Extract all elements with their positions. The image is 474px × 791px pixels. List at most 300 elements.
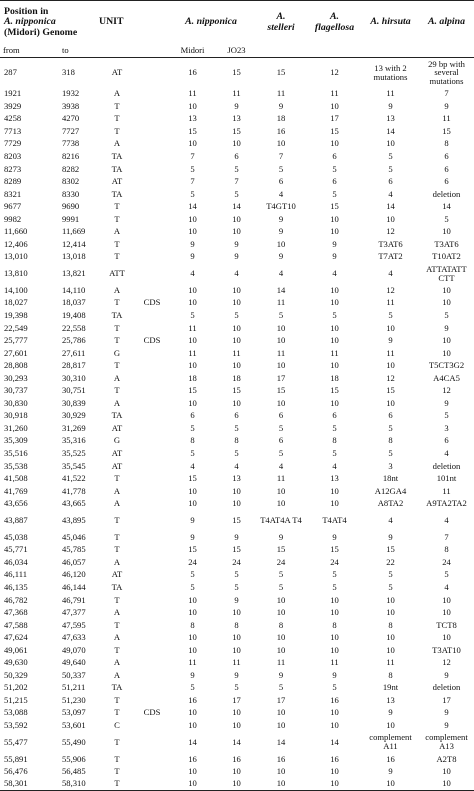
stelleri-cell: 5 [278,163,284,174]
hirsuta-cell: 11 [386,657,395,668]
alpina-cell: 6 [444,151,449,161]
table-row [0,372,474,385]
unit-cell: T [114,201,120,212]
jo23-cell: 9 [234,594,239,605]
table-row [0,765,474,778]
midori-cell: 10 [188,213,197,224]
table-row [0,359,474,372]
unit-cell: T [114,125,120,136]
alpina-cell: 10 [442,766,451,777]
unit-cell: AT [111,569,123,580]
flagellosa-cell: 15 [330,125,339,136]
hirsuta-cell: 5 [388,163,393,174]
from-cell: 31,260 [4,422,28,433]
alpina-cell: 10 [442,335,451,346]
unit-cell: AT [111,460,123,471]
jo23-cell: 15 [232,67,241,78]
stelleri-cell: 14 [276,736,286,747]
alpina-cell: 12 [442,657,451,668]
unit-cell: TA [111,163,123,174]
hirsuta-cell: 11 [386,347,395,358]
jo23-cell: 10 [232,297,241,308]
midori-cell: 4 [190,460,195,471]
alpina-cell: deletion [432,460,461,471]
to-cell: 41,778 [62,485,86,496]
jo23-cell: 10 [232,138,241,149]
alpina-cell: 9 [444,100,449,111]
to-cell: 8302 [62,176,80,187]
from-cell: 30,918 [4,410,28,421]
from-cell: 22,549 [4,322,28,333]
cds-cell [137,251,167,264]
flagellosa-cell: 17 [330,113,339,124]
stelleri-cell: 14 [276,284,286,295]
cds-cell [137,694,167,707]
from-cell: 46,111 [4,569,27,580]
table-row [0,125,474,138]
from-cell: 9677 [4,201,22,212]
position-header-line3: (Midori) Genome [4,26,78,38]
flagellosa-header-line1: A. [330,11,339,22]
jo23-cell: 7 [234,176,239,187]
hirsuta-cell: 22 [386,556,395,567]
table-row [0,226,474,239]
cds-cell [137,765,167,778]
to-cell: 22,558 [62,322,86,333]
midori-cell: 14 [188,201,197,212]
unit-cell: A [113,657,121,668]
alpina-cell: T3AT6 [434,238,459,249]
jo23-cell: 16 [232,753,241,764]
unit-header: UNIT [99,16,124,28]
table-row [0,100,474,113]
from-cell: 12,406 [4,238,28,249]
flagellosa-cell: 5 [332,448,337,459]
from-cell: 51,202 [4,682,28,693]
stelleri-cell: 10 [276,594,286,605]
midori-cell: 24 [188,556,197,567]
hirsuta-cell: 9 [388,100,393,111]
flagellosa-header-line2: flagellosa [314,21,355,33]
table-row [0,238,474,251]
stelleri-cell: 5 [278,581,284,592]
from-cell: 19,398 [4,310,28,321]
stelleri-cell: 6 [278,435,284,446]
unit-cell: TA [111,581,123,592]
alpina-cell: 6 [444,176,449,187]
hirsuta-cell: 11 [386,297,395,308]
stelleri-header-line2: stelleri [267,21,295,33]
jo23-cell: 8 [234,619,239,630]
alpina-cell: 10 [442,632,451,643]
unit-cell: T [114,619,120,630]
from-cell: 51,215 [4,694,28,705]
to-cell: 28,817 [62,360,86,371]
unit-cell: A [113,556,121,567]
cds-cell: CDS [143,297,161,308]
stelleri-cell: 5 [278,310,284,321]
jo23-cell: 10 [232,707,241,718]
jo23-cell: 15 [232,125,241,136]
to-cell: 46,057 [62,556,86,567]
from-cell: 56,476 [4,766,28,777]
hirsuta-cell: 9 [388,531,393,542]
alpina-cell: 4 [444,515,449,526]
flagellosa-cell: 11 [330,347,339,358]
stelleri-cell: 10 [276,138,286,149]
cds-cell [137,556,167,569]
stelleri-cell: 5 [278,569,284,580]
stelleri-cell: 17 [276,694,286,705]
unit-cell: T [114,322,120,333]
hirsuta-cell: 14 [386,125,395,136]
unit-cell: G [113,435,121,446]
position-header-line1: Position in [4,5,49,17]
jo23-cell: 9 [234,251,239,262]
stelleri-cell: 16 [276,125,286,136]
from-cell: 11,660 [4,226,28,237]
jo23-cell: 10 [232,644,241,655]
stelleri-cell: 11 [276,347,286,358]
flagellosa-cell: 10 [330,100,339,111]
hirsuta-header [362,1,419,44]
cds-cell [137,485,167,498]
cds-cell [137,385,167,398]
jo23-cell: 11 [232,657,241,668]
table-row [0,707,474,720]
table-row [0,88,474,101]
to-cell: 19,408 [62,310,86,321]
alpina-cell: 9 [444,322,449,333]
midori-cell: 9 [190,238,195,249]
flagellosa-cell: 11 [330,88,339,99]
stelleri-cell: 10 [276,238,286,249]
cds-cell [137,619,167,632]
from-cell: 18,027 [4,297,28,308]
stelleri-cell: 4 [278,268,284,279]
hirsuta-cell: 12 [386,372,395,383]
alpina-cell: 4 [444,581,449,592]
stelleri-cell: 11 [276,657,286,668]
stelleri-cell: 15 [276,385,286,396]
jo23-cell: 10 [232,397,241,408]
from-cell: 35,309 [4,435,28,446]
jo23-cell: 5 [234,188,239,199]
header-row [0,1,474,44]
cds-cell [137,669,167,682]
hirsuta-cell: 10 [386,594,395,605]
midori-cell: 8 [190,619,195,630]
stelleri-cell: 11 [276,297,286,308]
alpina-cell: deletion [432,188,461,199]
alpina-cell: 10 [442,284,451,295]
hirsuta-cell: A12GA4 [374,485,407,496]
jo23-cell: 5 [234,310,239,321]
stelleri-cell: 15 [276,544,286,555]
midori-cell: 11 [188,88,197,99]
midori-cell: 8 [190,435,195,446]
to-cell: 35,316 [62,435,86,446]
to-cell: 46,791 [62,594,86,605]
jo23-cell: 14 [232,736,241,747]
hirsuta-cell: 15 [386,544,395,555]
hirsuta-cell: 15 [386,385,395,396]
from-cell: 55,891 [4,753,28,764]
stelleri-cell: 9 [278,226,284,237]
cds-cell [137,125,167,138]
flagellosa-header [307,1,362,44]
flagellosa-cell: 10 [330,707,339,718]
midori-cell: 5 [190,448,195,459]
from-cell: 53,592 [4,719,28,730]
stelleri-cell: 10 [276,632,286,643]
flagellosa-cell: 5 [332,163,337,174]
midori-cell: 16 [188,67,197,78]
table-row [0,163,474,176]
hirsuta-cell: 13 [386,694,395,705]
jo23-cell: 10 [232,485,241,496]
stelleri-cell: T4AT4A T4 [260,515,302,526]
flagellosa-cell: 9 [332,238,337,249]
flagellosa-cell: 8 [332,619,337,630]
flagellosa-cell: 16 [330,753,339,764]
midori-cell: 9 [190,515,195,525]
jo23-cell: 5 [234,448,239,459]
from-cell: 41,769 [4,485,28,496]
midori-cell: 10 [188,778,197,789]
flagellosa-cell: 9 [332,669,337,680]
flagellosa-cell: 10 [330,138,339,149]
to-cell: 30,839 [62,397,86,408]
cds-cell [137,58,167,88]
hirsuta-cell: 10 [386,778,395,789]
from-cell: 46,135 [4,581,28,592]
to-cell: 46,144 [62,581,86,592]
from-cell: 14,100 [4,284,28,295]
alpina-cell: 7 [444,88,449,99]
stelleri-cell: 9 [278,669,284,680]
from-cell: 55,477 [4,736,28,747]
hirsuta-cell: 5 [388,448,393,459]
midori-cell: 5 [190,569,195,580]
alpina-cell: 9 [444,707,449,718]
jo23-cell: 13 [232,113,241,124]
alpina-cell: A2T8 [436,753,457,764]
to-cell: 50,337 [62,669,86,680]
flagellosa-cell: 10 [330,498,339,509]
alpina-cell: 15 [442,125,451,136]
alpina-cell: 10 [442,594,451,605]
alpina-cell: 10 [442,226,451,237]
flagellosa-cell: 15 [330,385,339,396]
from-cell: 28,808 [4,360,28,371]
table-row [0,460,474,473]
cds-cell: CDS [143,707,161,718]
hirsuta-cell: 6 [388,176,393,187]
cds-cell [137,544,167,557]
to-cell: 11,669 [62,226,86,237]
table-row [0,556,474,569]
hirsuta-cell: T7AT2 [378,251,403,262]
from-cell: 49,630 [4,657,28,668]
cds-cell [137,435,167,448]
cds-cell [137,175,167,188]
cds-cell [137,100,167,113]
unit-cell: T [114,473,120,484]
to-cell: 27,611 [62,347,86,358]
cds-cell [137,397,167,410]
stelleri-cell: 24 [276,556,286,567]
table-row [0,251,474,264]
hirsuta-cell: 10 [386,644,395,655]
hirsuta-cell: 9 [388,707,393,718]
jo23-cell: 17 [232,694,241,705]
alpina-cell: 24 [442,556,451,567]
midori-cell: 10 [188,607,197,618]
stelleri-cell: T4GT10 [266,201,296,212]
midori-cell: 10 [188,485,197,496]
stelleri-header-line1: A. [276,11,286,22]
to-cell: 45,046 [62,531,86,542]
flagellosa-cell: 10 [330,644,339,655]
stelleri-cell: 10 [276,644,286,655]
to-cell: 49,640 [62,657,86,668]
table-row [0,669,474,682]
midori-cell: 10 [188,335,197,346]
from-cell: 4258 [4,113,22,124]
stelleri-cell: 15 [276,67,286,78]
unit-cell: T [114,594,120,605]
cds-cell [137,497,167,510]
flagellosa-cell: 15 [330,544,339,555]
midori-cell: 10 [188,594,197,605]
unit-cell: A [113,498,121,509]
to-cell: 7727 [62,125,80,136]
hirsuta-cell: 5 [388,422,393,433]
from-cell: 50,329 [4,669,28,680]
table-row [0,138,474,151]
hirsuta-cell: 5 [388,310,393,321]
midori-cell: 7 [190,151,195,161]
jo23-cell: 8 [234,435,239,446]
hirsuta-header-text: A. hirsuta [370,16,411,28]
flagellosa-cell: 6 [332,151,337,161]
to-cell: 31,269 [62,422,86,433]
cds-cell [137,359,167,372]
to-cell: 8330 [62,188,80,199]
hirsuta-cell: 10 [386,322,395,333]
table-row [0,200,474,213]
flagellosa-cell: 10 [330,322,339,333]
hirsuta-cell: complement A11 [369,732,412,752]
table-row [0,397,474,410]
stelleri-cell: 10 [276,485,286,496]
table-row [0,213,474,226]
cds-cell [137,569,167,582]
midori-cell: 10 [188,644,197,655]
table-row [0,150,474,163]
hirsuta-cell: 10 [386,213,395,224]
stelleri-cell: 10 [276,766,286,777]
midori-cell: 15 [188,385,197,396]
unit-cell: A [113,669,121,680]
hirsuta-cell: 12 [386,284,395,295]
unit-cell: T [114,544,120,555]
hirsuta-cell: 11 [386,88,395,99]
jo23-cell: 5 [234,422,239,433]
unit-cell: T [114,778,120,789]
midori-cell: 10 [188,100,197,111]
table-row [0,410,474,423]
stelleri-cell: 6 [278,410,284,421]
midori-cell: 5 [190,682,195,693]
table-row [0,497,474,510]
jo23-cell: 10 [232,632,241,643]
stelleri-cell: 10 [276,360,286,371]
cds-cell [137,422,167,435]
flagellosa-cell: 5 [332,569,337,580]
to-cell: 51,211 [62,682,86,693]
from-cell: 45,038 [4,531,28,542]
unit-cell: T [114,531,120,542]
midori-cell: 11 [188,347,197,358]
midori-cell: 10 [188,397,197,408]
stelleri-cell: 11 [276,473,286,484]
unit-cell: T [114,100,120,111]
table-row [0,175,474,188]
to-cell: 1932 [62,88,80,99]
jo23-cell: 9 [234,238,239,249]
jo23-cell: 5 [234,163,239,174]
flagellosa-cell: 10 [330,226,339,237]
flagellosa-cell: 10 [330,213,339,224]
hirsuta-cell: 16 [386,753,395,764]
cds-cell [137,322,167,335]
from-cell: 287 [4,67,17,78]
cds-cell [137,472,167,485]
midori-cell: 7 [190,176,195,187]
position-header-line2: A. nipponica [4,16,56,28]
cds-cell [137,138,167,151]
flagellosa-cell: 10 [330,284,339,295]
stelleri-cell: 10 [276,778,286,789]
from-cell: 45,771 [4,544,28,555]
to-cell: 8216 [62,151,80,161]
to-cell: 14,110 [62,284,86,295]
from-cell: 30,830 [4,397,28,408]
midori-cell: 9 [190,531,195,542]
midori-cell: 11 [188,657,197,668]
from-cell: 7729 [4,138,22,149]
table-row [0,694,474,707]
flagellosa-cell: 9 [332,531,337,542]
midori-cell: 10 [188,226,197,237]
alpina-cell: 5 [444,569,449,580]
flagellosa-cell: 10 [330,335,339,346]
midori-cell: 18 [188,372,197,383]
cds-cell [137,447,167,460]
stelleri-header [255,1,307,44]
from-cell: 35,538 [4,460,28,471]
to-cell: 9991 [62,213,80,224]
jo23-cell: 14 [232,201,241,212]
unit-cell: T [114,113,120,124]
unit-cell: T [114,694,120,705]
table-row [0,472,474,485]
unit-cell: A [113,607,121,618]
unit-cell: G [113,347,121,358]
midori-cell: 10 [188,498,197,509]
